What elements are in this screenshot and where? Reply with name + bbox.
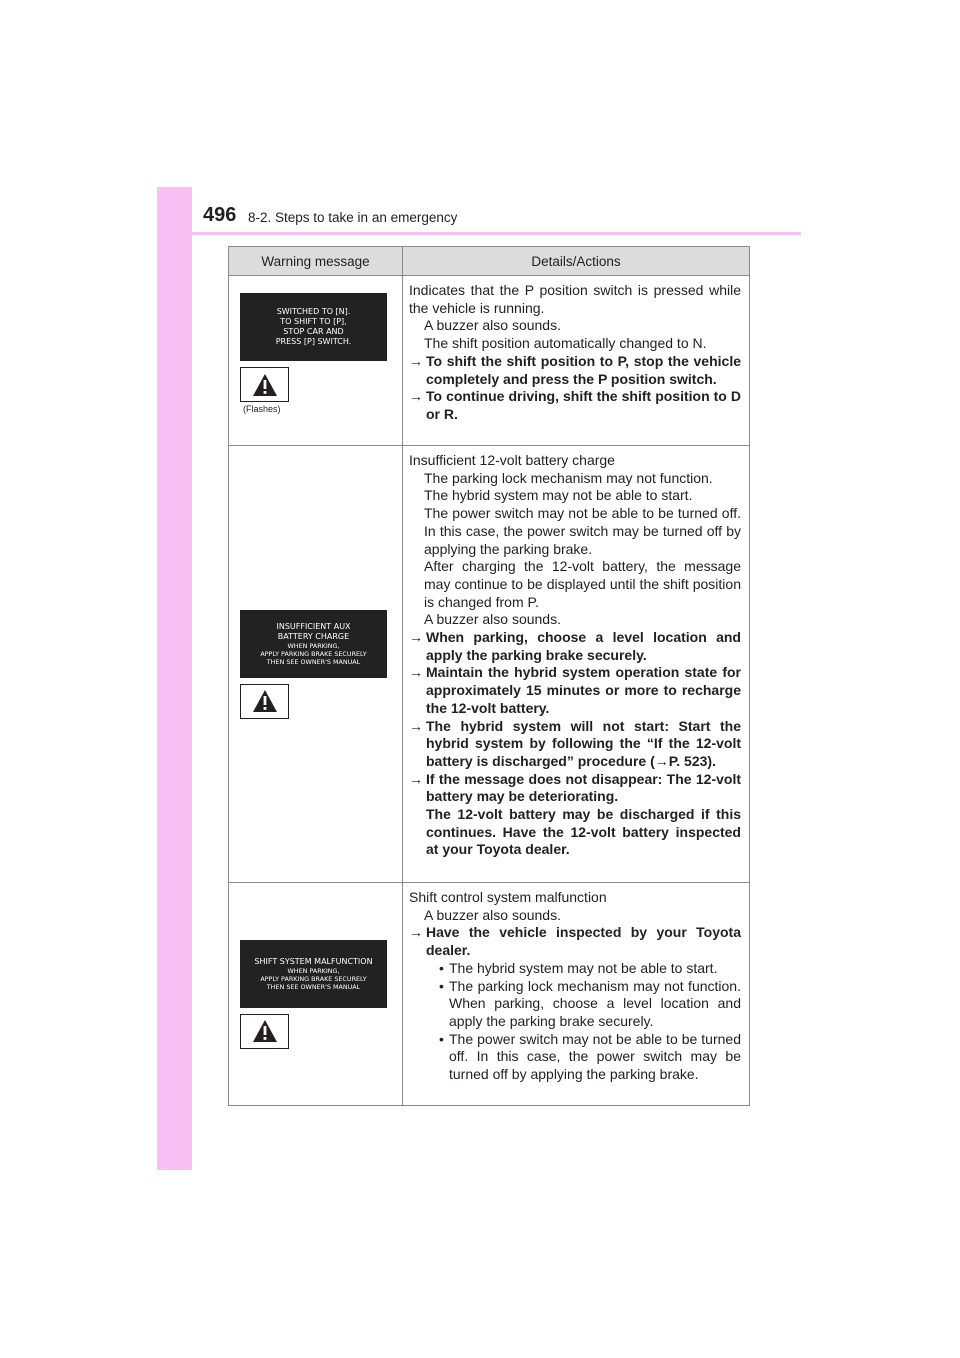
warning-message-cell <box>229 276 403 446</box>
header-warning-message: Warning message <box>229 247 403 276</box>
page-number: 496 <box>203 204 237 226</box>
display-line: TO SHIFT TO [P], <box>280 317 347 326</box>
table-row <box>229 883 750 1106</box>
action-item <box>409 353 741 388</box>
bullet-item <box>409 960 741 978</box>
detail-note: The parking lock mechanism may not function. <box>424 469 713 486</box>
bullet-item <box>409 978 741 1031</box>
bullet-icon: • <box>439 959 444 976</box>
arrow-icon: → <box>409 388 423 405</box>
detail-note: A buzzer also sounds. <box>424 906 561 923</box>
action-item <box>409 771 741 806</box>
multi-info-display <box>240 940 387 1008</box>
details-cell <box>403 883 750 1106</box>
arrow-icon: → <box>409 717 423 734</box>
details-cell <box>403 276 750 446</box>
display-line: THEN SEE OWNER'S MANUAL <box>266 657 361 666</box>
multi-info-display <box>240 610 387 678</box>
action-text: Maintain the hybrid system operation state for approximately 15 minutes or more to recharge the 12-volt battery. <box>426 664 741 716</box>
bullet-icon: • <box>439 977 444 994</box>
bullet-text: The power switch may not be able to be turned off. In this case, the power switch may be turned off by applying the parking brake. <box>449 1030 741 1083</box>
display-line: INSUFFICIENT AUX <box>276 621 351 631</box>
warning-message-visual <box>240 293 400 414</box>
arrow-icon: → <box>409 352 423 369</box>
display-line: WHEN PARKING, <box>287 641 340 650</box>
display-line: SHIFT SYSTEM MALFUNCTION <box>254 956 373 966</box>
warning-message-table <box>228 246 750 1106</box>
arrow-icon: → <box>409 770 423 787</box>
bullet-text: The parking lock mechanism may not function. When parking, choose a level location and apply the parking brake securely. <box>449 977 741 1029</box>
chapter-side-tab <box>157 187 192 1170</box>
action-followup: The 12-volt battery may be discharged if this continues. Have the 12-volt battery inspected at your Toyota dealer. <box>426 806 741 858</box>
warning-message-cell <box>229 883 403 1106</box>
detail-note: The power switch may not be able to be turned off. In this case, the power switch may be turned off by applying the parking brake. <box>424 505 741 557</box>
action-text: If the message does not disappear: The 12-volt battery may be deteriorating. <box>426 770 741 805</box>
multi-info-display <box>240 293 387 361</box>
warning-message-visual <box>240 940 400 1049</box>
section-title: 8-2. Steps to take in an emergency <box>248 210 458 225</box>
action-text: The hybrid system will not start: Start the hybrid system by following the “If the 12-volt battery is discharged” procedure (→P. 523). <box>426 717 741 769</box>
display-line: APPLY PARKING BRAKE SECURELY <box>260 974 367 983</box>
warning-message-visual <box>240 610 400 719</box>
action-item <box>409 924 741 959</box>
bullet-text: The hybrid system may not be able to start. <box>449 959 718 976</box>
detail-intro: Insufficient 12-volt battery charge <box>409 452 615 468</box>
table-row <box>229 446 750 883</box>
action-item <box>409 664 741 717</box>
display-line: PRESS [P] SWITCH. <box>275 337 352 346</box>
action-item <box>409 629 741 664</box>
flashes-note: (Flashes) <box>243 404 281 414</box>
arrow-icon: → <box>409 664 423 681</box>
detail-intro: Shift control system malfunction <box>409 889 607 905</box>
action-item <box>409 388 741 423</box>
action-text: To continue driving, shift the shift position to D or R. <box>426 388 741 422</box>
arrow-icon: → <box>409 629 423 646</box>
warning-triangle-icon <box>240 684 289 719</box>
detail-note: After charging the 12-volt battery, the message may continue to be displayed until the shift position is changed from P. <box>424 558 741 610</box>
detail-intro: Indicates that the P position switch is pressed while the vehicle is running. <box>409 282 741 316</box>
bullet-icon: • <box>439 1030 444 1047</box>
warning-triangle-icon <box>240 1014 289 1049</box>
warning-message-cell <box>229 446 403 883</box>
display-line: BATTERY CHARGE <box>277 631 350 641</box>
action-text: When parking, choose a level location and apply the parking brake securely. <box>426 629 741 663</box>
display-line: SWITCHED TO [N]. <box>276 307 351 316</box>
arrow-icon: → <box>409 924 423 941</box>
action-text: To shift the shift position to P, stop the vehicle completely and press the P position switch. <box>426 352 741 387</box>
detail-note: A buzzer also sounds. <box>424 611 561 628</box>
header-details-actions: Details/Actions <box>403 247 750 276</box>
display-line: STOP CAR AND <box>283 327 344 336</box>
table-header-row <box>229 247 750 276</box>
action-item <box>409 718 741 771</box>
details-cell <box>403 446 750 883</box>
detail-note: The hybrid system may not be able to start. <box>424 487 693 504</box>
display-line: THEN SEE OWNER'S MANUAL <box>266 982 361 991</box>
action-text: Have the vehicle inspected by your Toyota dealer. <box>426 924 741 959</box>
header-rule <box>157 232 801 235</box>
detail-note: The shift position automatically changed to N. <box>424 335 707 352</box>
detail-note: A buzzer also sounds. <box>424 317 561 334</box>
warning-triangle-icon <box>240 367 289 402</box>
display-line: APPLY PARKING BRAKE SECURELY <box>260 649 367 658</box>
bullet-item <box>409 1031 741 1084</box>
table-row <box>229 276 750 446</box>
display-line: WHEN PARKING, <box>287 966 340 975</box>
